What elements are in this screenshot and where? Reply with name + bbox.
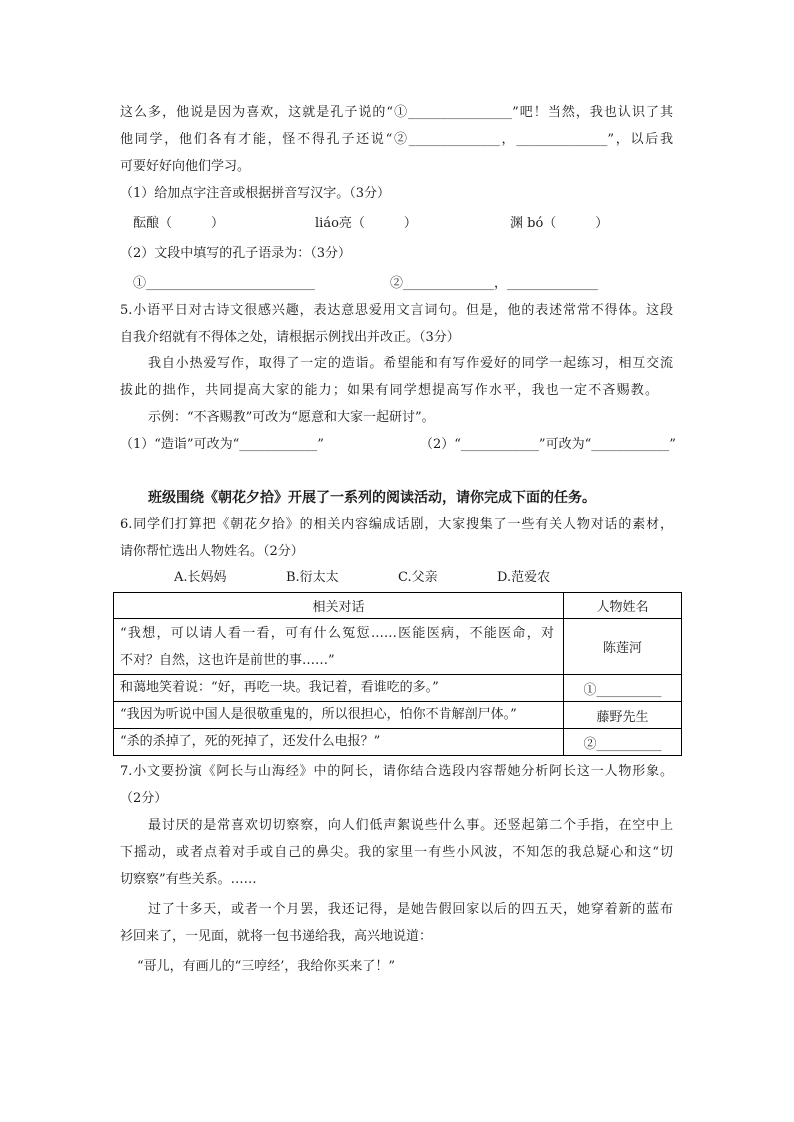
table-row <box>114 675 682 702</box>
section-heading: 班级围绕《朝花夕拾》开展了一系列的阅读活动，请你完成下面的任务。 <box>148 490 596 506</box>
q6-stem-line: 请你帮忙选出人物姓名。（2分） <box>120 544 304 559</box>
dialogue-cell <box>114 619 564 675</box>
q5-passage-line: 拔此的拙作，共同提高大家的能力；如果有同学想提高写作水平，我也一定不吝赐教。 <box>120 383 658 398</box>
q7-excerpt-line: 切察察”有些关系。…… <box>120 872 257 887</box>
q6-stem-line: 6.同学们打算把《朝花夕拾》的相关内容编成话剧，大家搜集了一些有关人物对话的素材， <box>120 517 673 532</box>
character-name-blank: ①__________ <box>564 675 682 702</box>
q4-sub1-prompt: （1）给加点字注音或根据拼音写汉字。（3分） <box>120 186 391 201</box>
table-row <box>114 702 682 729</box>
q5-stem-line: 自我介绍就有不得体之处，请根据示例找出并改正。（3分） <box>120 330 460 345</box>
dialogue-cell <box>114 675 564 702</box>
q4-sub1-item: 渊 bó（ ） <box>510 216 609 231</box>
q5-answer-blank: （2）“____________”可改为“____________” <box>420 437 676 452</box>
header-dialogue: 相关对话 <box>114 593 564 619</box>
q7-stem-line: （2分） <box>120 791 168 806</box>
character-name-cell: 陈莲河 <box>564 619 682 675</box>
q4-sub2-prompt: （2）文段中填写的孔子语录为：（3分） <box>120 246 352 261</box>
dialogue-line: “我因为听说中国人是很敬重鬼的，所以很担心，怕你不肯解剖尸体。” <box>120 707 517 722</box>
q7-stem-line: 7.小文要扮演《阿长与山海经》中的阿长，请你结合选段内容帮她分析阿长这一人物形象。 <box>120 764 673 779</box>
q5-stem-line: 5.小语平日对古诗文很感兴趣，表达意思爱用文言词句。但是，他的表述常常不得体。这段 <box>120 303 673 318</box>
dialogue-line: “杀的杀掉了，死的死掉了，还发什么电报？” <box>120 734 381 749</box>
dialogue-line: 不对？自然，这也许是前世的事……” <box>120 652 335 668</box>
q7-excerpt-line: 最讨厌的是常喜欢切切察察，向人们低声絮说些什么事。还竖起第二个手指，在空中上 <box>148 818 673 833</box>
table-header-row <box>114 593 682 619</box>
q5-example: 示例：“不吝赐教”可改为“愿意和大家一起研讨”。 <box>148 410 435 425</box>
q4-passage-line: 可要好好向他们学习。 <box>120 159 251 174</box>
q7-excerpt-line: 过了十多天，或者一个月罢，我还记得，是她告假回家以后的四五天，她穿着新的蓝布 <box>148 902 673 917</box>
q4-sub2-blank: ②______________，______________ <box>390 276 599 291</box>
q4-passage-line: 他同学，他们各有才能，怪不得孔子还说“②______________，______________”，以后我 <box>120 132 673 147</box>
q7-excerpt-line: “哥儿，有画儿的“三哼经’，我给你买来了！” <box>137 959 396 974</box>
dialogue-cell <box>114 729 564 756</box>
q7-excerpt-line: 衫回来了，一见面，就将一包书递给我，高兴地说道： <box>120 929 433 944</box>
q6-option: A.长妈妈 <box>174 570 227 585</box>
q4-sub2-blank: ①__________________________ <box>133 276 316 291</box>
q5-answer-blank: （1）“造诣”可改为“____________” <box>120 437 324 452</box>
q7-excerpt-line: 下摇动，或者点着对手或自己的鼻尖。我的家里一有些小风波，不知怎的我总疑心和这“切 <box>120 845 673 860</box>
dialogue-table <box>113 592 682 756</box>
q6-option: C.父亲 <box>398 570 438 585</box>
q5-passage-line: 我自小热爱写作，取得了一定的造诣。希望能和有写作爱好的同学一起练习，相互交流 <box>148 356 673 371</box>
character-name-cell: 藤野先生 <box>564 702 682 729</box>
dialogue-line: 和蔼地笑着说：“好，再吃一块。我记着，看谁吃的多。” <box>120 680 439 695</box>
q4-sub1-item: 酝酿（ ） <box>133 216 225 231</box>
dialogue-cell <box>114 702 564 729</box>
table-row <box>114 619 682 675</box>
q6-option: D.范爱农 <box>497 570 551 585</box>
q6-option: B.衍太太 <box>286 570 339 585</box>
q4-passage-line: 这么多，他说是因为喜欢，这就是孔子说的“①________________”吧！当然，我也认识了其 <box>120 105 673 120</box>
header-character-name: 人物姓名 <box>564 593 682 619</box>
character-name-blank: ②__________ <box>564 729 682 756</box>
q4-sub1-item: liáo亮（ ） <box>315 216 417 231</box>
table-row <box>114 729 682 756</box>
dialogue-line: “我想，可以请人看一看，可有什么冤愆……医能医病，不能医命，对 <box>120 625 554 641</box>
